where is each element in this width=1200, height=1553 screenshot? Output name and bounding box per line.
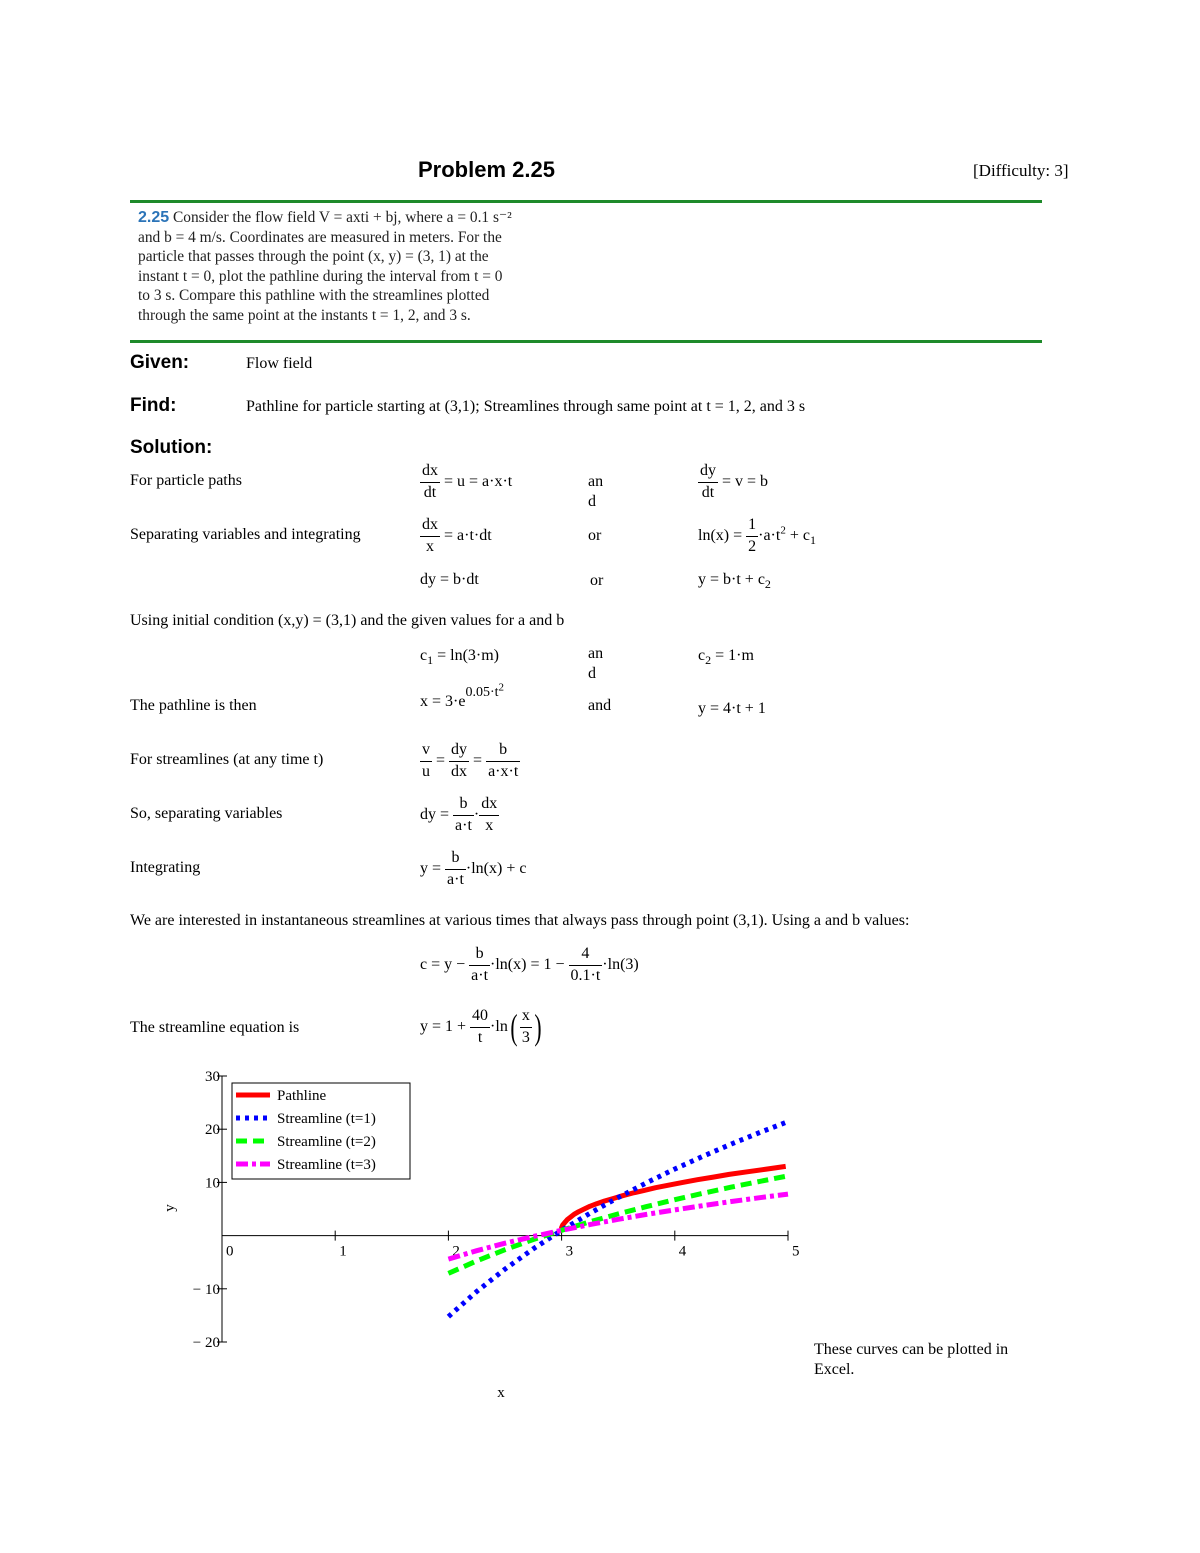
interested-text: We are interested in instantaneous streamlines at various times that always pass through point (3,1). Using a and b values:	[130, 912, 910, 929]
plot-note-line: Excel.	[814, 1361, 855, 1378]
plot-note-line: These curves can be plotted in	[814, 1341, 1009, 1358]
x-tick-label: 5	[792, 1243, 800, 1260]
chart-series	[448, 1122, 788, 1317]
statement-line: instant t = 0, plot the pathline during the interval from t = 0	[138, 267, 503, 285]
and-text-1: an d	[588, 473, 604, 510]
given-text: Flow field	[246, 355, 313, 372]
y-tick-label: 10	[205, 1175, 220, 1192]
y-axis-label: y	[162, 1204, 178, 1212]
streamline-eq-text: The streamline equation is	[130, 1019, 300, 1036]
top-rule	[130, 200, 1042, 203]
and-text-2: an d	[588, 645, 604, 682]
legend-label: Pathline	[277, 1088, 327, 1104]
so-separating-text: So, separating variables	[130, 805, 283, 822]
x-tick-label: 0	[226, 1243, 234, 1260]
or-text-2: or	[590, 572, 604, 589]
statement-line: particle that passes through the point (x, y) = (3, 1) at the	[138, 248, 489, 266]
or-text-1: or	[588, 527, 602, 544]
eq-y-integrated: y = $\frac{b}{a\cdot t}$ ·ln(x) + c	[420, 849, 527, 888]
solution-label: Solution:	[130, 437, 213, 458]
eq-dydt: $\frac{dy}{dt}$ = v = b	[700, 462, 769, 501]
x-tick-label: 2	[452, 1243, 460, 1260]
legend-label: Streamline (t=2)	[277, 1134, 376, 1150]
chart-legend	[232, 1083, 410, 1179]
find-label: Find:	[130, 395, 177, 416]
difficulty-label: [Difficulty: 3]	[973, 161, 1069, 180]
y-tick-label: − 10	[192, 1281, 220, 1298]
eq-dx-over-x: $\frac{dx}{x}$ = a·t·dt	[422, 516, 492, 555]
pathline-streamline-chart	[150, 1062, 810, 1412]
streamlines-text: For streamlines (at any time t)	[130, 751, 324, 768]
integrating-text: Integrating	[130, 859, 201, 876]
y-tick-label: 20	[205, 1122, 220, 1139]
bottom-rule	[130, 340, 1042, 343]
x-tick-label: 1	[339, 1243, 347, 1260]
eq-dy: dy = b·dt	[420, 571, 479, 588]
eq-pathline-y: y = 4·t + 1	[698, 700, 766, 717]
eq-dxdt: $\frac{dx}{dt}$ = u = a·x·t	[422, 462, 513, 501]
and-text-3: and	[588, 697, 612, 714]
statement-line: to 3 s. Compare this pathline with the streamlines plotted	[138, 287, 490, 305]
legend-label: Streamline (t=1)	[277, 1111, 376, 1127]
pathline-text: The pathline is then	[130, 697, 257, 714]
eq-pathline-x: $x = 3\cdot e^{0.05\cdot t^2}$	[420, 681, 505, 710]
find-text: Pathline for particle starting at (3,1); Streamlines through same point at t = 1, 2, and 3 s	[246, 398, 806, 415]
eq-c1: $c_1 = \ln(3\cdot m)$	[420, 647, 500, 668]
eq-y-bt: $y = b\cdot t + c_2$	[698, 571, 771, 592]
eq-dy-sep: dy = $\frac{b}{a\cdot t}$ · $\frac{dx}{x}$	[420, 795, 498, 834]
statement-line: and b = 4 m/s. Coordinates are measured in meters. For the	[138, 228, 502, 246]
series-line-3	[448, 1176, 788, 1274]
y-tick-label: − 20	[192, 1335, 220, 1351]
problem-number: 2.25	[138, 209, 170, 226]
given-label: Given:	[130, 352, 190, 373]
problem-statement	[138, 208, 578, 326]
plot-note	[814, 1340, 1008, 1380]
initial-text: Using initial condition (x,y) = (3,1) and the given values for a and b	[130, 612, 565, 629]
eq-lnx: ln(x) = $\frac{1}{2}$ $\cdot a\cdot t^2 + c_1$	[698, 516, 816, 555]
eq-streamline: y = 1 + $\frac{40}{t}$ ·ln( $\frac{x}{3}$ )	[420, 1007, 542, 1048]
x-tick-label: 3	[565, 1243, 574, 1260]
y-tick-label: 30	[205, 1069, 220, 1085]
x-tick-label: 4	[678, 1243, 687, 1260]
separating-text: Separating variables and integrating	[130, 526, 361, 543]
page-title: Problem 2.25	[418, 157, 555, 182]
legend-label: Streamline (t=3)	[277, 1157, 376, 1173]
statement-line: through the same point at the instants t = 1, 2, and 3 s.	[138, 306, 471, 324]
particle-paths-text: For particle paths	[130, 472, 242, 489]
eq-c-value: c = y − $\frac{b}{a\cdot t}$ ·ln(x) = 1 − $\frac{4}{0.1\cdot t}$ ·ln(3)	[420, 945, 639, 984]
eq-streamline-ratio: $\frac{v}{u}$ = $\frac{dy}{dx}$ = $\frac{b}{a\cdot x\cdot t}$	[422, 741, 519, 780]
x-axis-label: x	[497, 1385, 505, 1401]
eq-c2: $c_2 = 1\cdot m$	[698, 647, 754, 668]
statement-line: Consider the flow field V = axti + bj, where a = 0.1 s⁻²	[173, 209, 512, 226]
